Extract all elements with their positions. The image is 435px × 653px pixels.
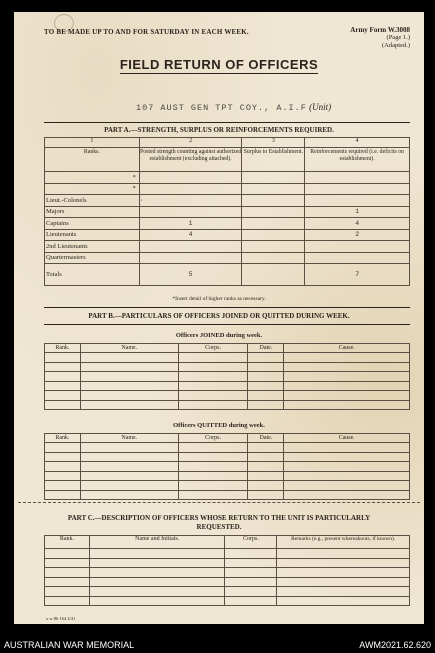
surplus-cell	[242, 218, 305, 230]
surplus-cell	[242, 206, 305, 218]
col-rank: Rank.	[45, 434, 81, 443]
table-row	[45, 206, 410, 218]
strength-cell: ·	[139, 195, 242, 207]
table-row	[45, 471, 410, 481]
unit-label: (Unit)	[309, 102, 332, 112]
surplus-cell	[242, 252, 305, 264]
form-title-text: FIELD RETURN OF OFFICERS	[119, 57, 319, 72]
unit-line	[136, 102, 331, 113]
col-rank: Rank.	[45, 344, 81, 353]
part-b-heading: PART B.—PARTICULARS OF OFFICERS JOINED OR QUITTED DURING WEEK.	[88, 312, 350, 320]
rank-cell: Lieut.-Colonels	[45, 195, 140, 207]
reinf-cell	[305, 252, 410, 264]
table-row	[45, 183, 410, 195]
col-number: 3	[242, 138, 305, 148]
strength-cell	[139, 183, 242, 195]
caption-left: AUSTRALIAN WAR MEMORIAL	[4, 640, 135, 650]
table-row	[45, 587, 410, 597]
table-header-row	[45, 344, 410, 353]
rank-cell: Majors	[45, 206, 140, 218]
surplus-cell	[242, 229, 305, 241]
rank-cell: Lieutenants	[45, 229, 140, 241]
table-row	[45, 481, 410, 491]
col-cause: Cause.	[284, 344, 410, 353]
divider	[44, 324, 410, 325]
table-row	[45, 400, 410, 410]
page-label: (Page 1.)	[386, 34, 410, 41]
strength-cell	[139, 172, 242, 184]
col-date: Date.	[248, 434, 284, 443]
surplus-cell	[242, 195, 305, 207]
strength-cell: 5	[139, 264, 242, 286]
part-c-heading	[14, 514, 424, 532]
column-number-row	[45, 138, 410, 148]
table-row	[45, 372, 410, 382]
col-number: 4	[305, 138, 410, 148]
surplus-cell	[242, 264, 305, 286]
joined-title: Officers JOINED during week.	[175, 332, 263, 339]
table-row	[45, 381, 410, 391]
col-name: Name.	[80, 434, 178, 443]
col-remarks: Remarks (e.g., present whereabouts, if known).	[277, 536, 410, 549]
table-row	[45, 577, 410, 587]
col-corps: Corps.	[178, 434, 248, 443]
table-row	[45, 353, 410, 363]
print-code: x w 86 164 2/41	[46, 616, 76, 621]
form-title	[14, 57, 424, 72]
divider	[44, 307, 410, 308]
col-cause: Cause.	[284, 434, 410, 443]
table-header-row	[45, 536, 410, 549]
reinf-cell: 7	[305, 264, 410, 286]
part-a-table	[44, 137, 410, 286]
surplus-cell	[242, 241, 305, 253]
col-head-surplus: Surplus to Establishment.	[242, 148, 305, 172]
table-row	[45, 549, 410, 559]
table-row	[45, 241, 410, 253]
totals-row	[45, 264, 410, 286]
col-head-ranks: Ranks.	[45, 148, 140, 172]
rank-cell: Totals	[45, 264, 140, 286]
strength-cell	[139, 252, 242, 264]
col-name-initials: Name and Initials.	[89, 536, 225, 549]
quitted-table	[44, 433, 410, 500]
strength-cell: 1	[139, 218, 242, 230]
perforation-line	[18, 502, 420, 503]
reinf-cell	[305, 195, 410, 207]
col-number: 2	[139, 138, 242, 148]
unit-typed: 107 AUST GEN TPT COY., A.I.F	[136, 103, 307, 113]
table-header-row	[45, 434, 410, 443]
col-head-reinforcements: Reinforcements required (i.e. deficits on establishment).	[305, 148, 410, 172]
table-row	[45, 391, 410, 401]
adapted-label: (Adapted.)	[382, 42, 410, 49]
surplus-cell	[242, 183, 305, 195]
joined-table	[44, 343, 410, 410]
table-row	[45, 490, 410, 500]
col-corps: Corps.	[178, 344, 248, 353]
strength-cell	[139, 206, 242, 218]
strength-cell	[139, 241, 242, 253]
reinf-cell: 4	[305, 218, 410, 230]
quitted-title: Officers QUITTED during week.	[173, 422, 265, 429]
reinf-cell: 2	[305, 229, 410, 241]
column-head-row	[45, 148, 410, 172]
rank-cell: *	[45, 172, 140, 184]
table-row	[45, 443, 410, 453]
strength-cell: 4	[139, 229, 242, 241]
divider	[44, 122, 410, 123]
rank-cell: Captains	[45, 218, 140, 230]
rank-cell: Quartermasters	[45, 252, 140, 264]
table-row	[45, 252, 410, 264]
table-row	[45, 172, 410, 184]
header-note: TO BE MADE UP TO AND FOR SATURDAY IN EACH WEEK.	[44, 28, 249, 36]
col-corps: Corps.	[225, 536, 277, 549]
reinf-cell: 1	[305, 206, 410, 218]
table-row	[45, 462, 410, 472]
table-row	[45, 558, 410, 568]
reinf-cell	[305, 183, 410, 195]
table-row	[45, 218, 410, 230]
part-a-heading: PART A.—STRENGTH, SURPLUS OR REINFORCEMENTS REQUIRED.	[104, 126, 334, 134]
part-c-heading-line: REQUESTED.	[196, 523, 242, 531]
table-row	[45, 195, 410, 207]
form-number: Army Form W.3008	[350, 26, 410, 34]
table-row	[45, 596, 410, 606]
part-c-heading-line: PART C.—DESCRIPTION OF OFFICERS WHOSE RETURN TO THE UNIT IS PARTICULARLY	[67, 514, 371, 522]
col-date: Date.	[248, 344, 284, 353]
table-row	[45, 229, 410, 241]
caption-right: AWM2021.62.620	[359, 640, 431, 650]
col-rank: Rank.	[45, 536, 90, 549]
table-row	[45, 568, 410, 578]
table-row	[45, 452, 410, 462]
col-head-strength: Posted strength counting against authorized establishment (excluding attached).	[139, 148, 242, 172]
table-row	[45, 362, 410, 372]
rank-cell: 2nd Lieutenants	[45, 241, 140, 253]
footnote: *Insert detail of higher ranks as necessary.	[172, 296, 266, 302]
col-number: 1	[45, 138, 140, 148]
form-page	[14, 12, 424, 624]
reinf-cell	[305, 172, 410, 184]
reinf-cell	[305, 241, 410, 253]
part-c-table	[44, 535, 410, 606]
surplus-cell	[242, 172, 305, 184]
col-name: Name.	[80, 344, 178, 353]
rank-cell: *	[45, 183, 140, 195]
form-number-block	[350, 26, 410, 50]
